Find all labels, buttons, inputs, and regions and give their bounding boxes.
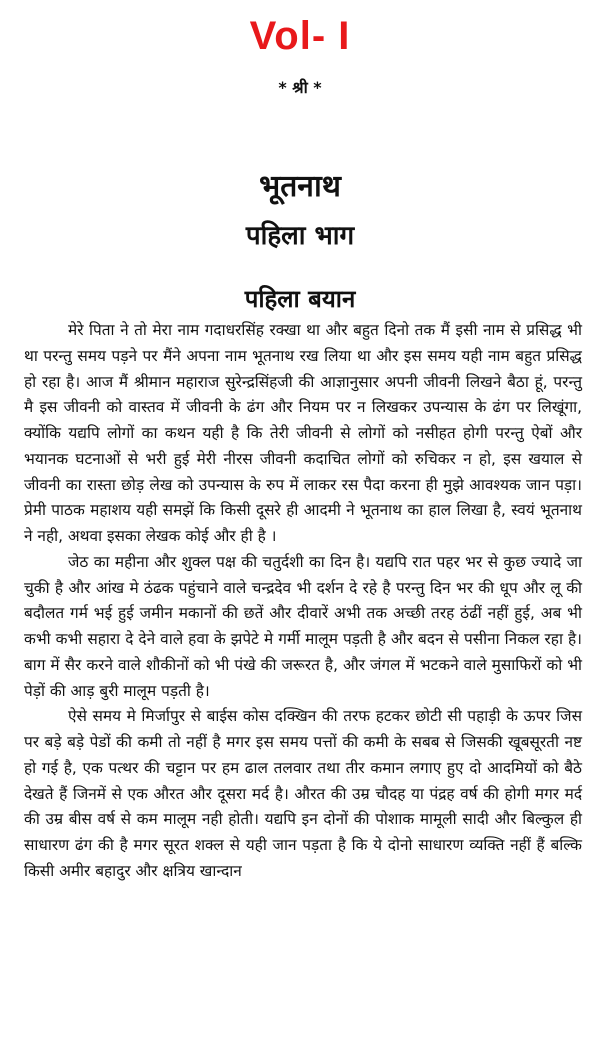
paragraph-2: जेठ का महीना और शुक्ल पक्ष की चतुर्दशी का दिन है। यद्यपि रात पहर भर से कुछ ज्यादे जा चुकी है और आंख मे ठंढक पहुंचाने वाले चन्द्रदेव भी दर्शन दे रहे है परन्तु दिन भर की धूप और लू की बदौलत गर्म भई हुई जमीन मकानों की छतें और दीवारें अभी तक अच्छी तरह ठंढीं नहीं हुई, अब भी कभी कभी सहारा दे देने वाले हवा के झपेटे मे गर्मी मालूम पड़ती है और बदन से पसीना निकल रहा है। बाग में सैर करने वाले शौकीनों को भी पंखे की जरूरत है, और जंगल में भटकने वाले मुसाफिरों को भी पेड़ों की आड़ बुरी मालूम पड़ती है।	[24, 552, 582, 700]
part-title: पहिला भाग	[245, 221, 355, 251]
invocation-shri: * श्री *	[278, 78, 322, 97]
volume-label: Vol- I	[249, 14, 351, 58]
chapter-body	[24, 318, 582, 885]
book-title: भूतनाथ	[259, 169, 341, 204]
paragraph-3: ऐसे समय मे मिर्जापुर से बाईस कोस दक्खिन की तरफ हटकर छोटी सी पहाड़ी के ऊपर जिस पर बड़े बड़े पेडों की कमी तो नहीं है मगर इस समय पत्तों की कमी के सबब से जिसकी खूबसूरती नष्ट हो गई है, एक पत्थर की चट्टान पर हम ढाल तलवार तथा तीर कमान लगाए हुए दो आदमियों को बैठे देखते हैं जिनमें से एक औरत और दूसरा मर्द है। औरत की उम्र चौदह या पंद्रह वर्ष की होगी मगर मर्द की उम्र बीस वर्ष से कम मालूम नही होती। यद्यपि इन दोनों की पोशाक मामूली सादी और बिल्कुल ही साधारण ढंग की है मगर सूरत शक्ल से यही जान पड़ता है कि ये दोनो साधारण व्यक्ति नहीं हैं बल्कि किसी अमीर बहादुर और क्षत्रिय खान्दान	[24, 707, 582, 880]
chapter-title: पहिला बयान	[244, 285, 356, 313]
paragraph-1: मेरे पिता ने तो मेरा नाम गदाधरसिंह रक्खा था और बहुत दिनो तक मैं इसी नाम से प्रसिद्ध भी था परन्तु समय पड़ने पर मैंने अपना नाम भूतनाथ रख लिया था और इस समय यही नाम बहुत प्रसिद्ध हो रहा है। आज मैं श्रीमान महाराज सुरेन्द्रसिंहजी की आज्ञानुसार अपनी जीवनी लिखने बैठा हूं, परन्तु मै इस जीवनी को वास्तव में जीवनी के ढंग और नियम पर न लिखकर उपन्यास के ढंग पर लिखूंगा, क्योंकि यद्यपि लोगों का कथन यही है कि तेरी जीवनी से लोगों को नसीहत होगी परन्तु ऐबों और भयानक घटनाओं से भरी हुई मेरी नीरस जीवनी कदाचित लोगों को रुचिकर न हो, इस खयाल से जीवनी का रास्ता छोड़ लेख को उपन्यास के रुप में लाकर रस पैदा करना ही मुझे आवश्यक जान पड़ा। प्रेमी पाठक महाशय यही समझें कि किसी दूसरे ही आदमी ने भूतनाथ का हाल लिखा है, स्वयं भूतनाथ ने नही, अथवा इसका लेखक कोई और ही है ।	[24, 321, 582, 545]
